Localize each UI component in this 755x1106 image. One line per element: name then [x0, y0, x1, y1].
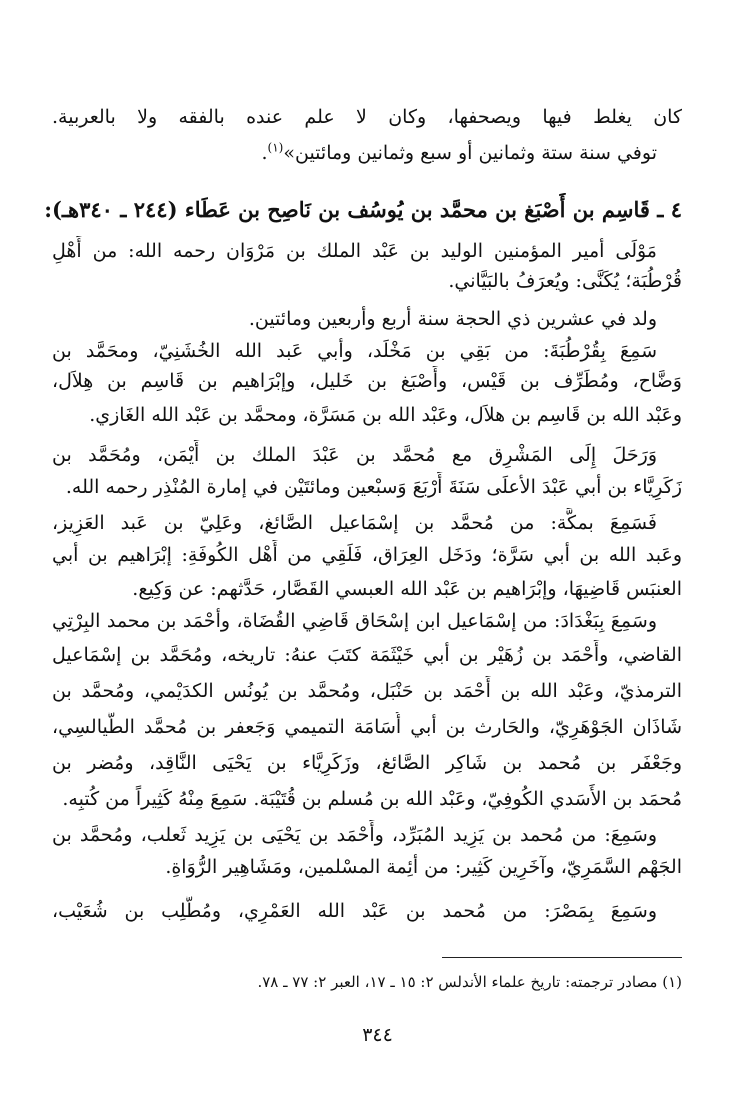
body-line-18: وسَمِعَ: من مُحمد بن يَزِيد المُبَرِّد، وأَحْمَد بن يَحْيَى بن يَزِيد ثَعلب، ومُحمَّد بن: [52, 824, 657, 846]
body-line-15: شَاذَان الجَوْهَرِيّ، والحَارث بن أبي أُسَامَة التميمي وَجَعفر بن مُحمَّد الطَّيالسِي،: [52, 716, 682, 738]
body-line-4: سَمِعَ بِقُرْطُبَةَ: من بَقِي بن مَخْلَد، وأبي عَبد الله الخُشَنِيّ، ومحَمَّد بن: [52, 340, 657, 362]
footnote-separator: [442, 957, 682, 958]
body-line-5: وَضَّاح، ومُطَرِّف بن قَيْس، وأَصْبَغ بن خَليل، وإبْرَاهيم بن قَاسِم بن هِلاَل،: [52, 370, 682, 392]
body-line-2: قُرْطُبَة؛ يُكَنَّى: ويُعرَفُ بالبَيَّاني.: [448, 270, 682, 292]
intro-line-1: كان يغلط فيها ويصحفها، وكان لا علم عنده بالفقه ولا بالعربية.: [52, 106, 682, 128]
body-line-20: وسَمِعَ بِمَصْرَ: من مُحمد بن عَبْد الله العَمْرِي، ومُطَّلِب بن شُعَيْب،: [52, 900, 657, 922]
body-line-7: وَرَحَلَ إِلَى المَشْرِق مع مُحمَّد بن عَبْدَ الملك بن أَيْمَن، ومُحَمَّد بن: [52, 444, 657, 466]
body-line-8: زَكَرِيَّاء بن أبي عَبْدَ الأعلَى سَنَةَ أَرْبَعَ وَسبْعين ومائتَيْن في إمارة المُنْذِر رحمه الله.: [65, 476, 682, 498]
body-line-17: مُحمَد بن الأَسَدي الكُوفِيّ، وعَبْد الله بن مُسلم بن قُتَيْبَة. سَمِعَ مِنْهُ كَثِيراً من كُتبِه.: [62, 788, 682, 810]
body-line-12: وسَمِعَ بِبَغْدَادَ: من إسْمَاعيل ابن إسْحَاق قَاضِي القُضَاة، وأحْمَد بن محمد البِرْتِي: [52, 610, 657, 632]
body-line-1: مَوْلَى أمير المؤمنين الوليد بن عَبْد الملك بن مَرْوَان رحمه الله: من أَهْلِ: [52, 240, 657, 262]
intro-line-2: توفي سنة ستة وثمانين أو سبع وثمانين ومائتين»$^{(١)}$.: [261, 140, 657, 164]
intro-line-2-text: توفي سنة ستة وثمانين أو سبع وثمانين ومائتين»: [283, 142, 657, 164]
body-line-14: الترمذيّ، وعَبْد الله بن أَحْمَد بن حَنْبَل، ومُحمَّد بن يُونُس الكدَيْمي، ومُحمَّد بن: [52, 680, 682, 702]
footnote-marker: (١): [267, 140, 284, 155]
body-line-10: وعَبد الله بن أبي سَرَّة؛ ودَخَل العِرَاق، فَلَقِي من أَهْل الكُوفَةِ: إبْرَاهيم بن أبي: [52, 544, 682, 566]
body-line-6: وعَبْد الله بن قَاسِم بن هلاَل، وعَبْد الله بن مَسَرَّة، ومحمَّد بن عَبْد الله الغَازي.: [89, 404, 682, 426]
footnote-text: (١) مصادر ترجمته: تاريخ علماء الأندلس ٢: ١٥ ـ ١٧، العبر ٢: ٧٧ ـ ٧٨.: [257, 973, 682, 991]
body-line-16: وجَعْفَر بن مُحمد بن شَاكِر الصَّائغ، وزَكَرِيَّاء بن يَحْيَى النَّاقِد، ومُضر بن: [52, 752, 682, 774]
page-number: ٣٤٤: [362, 1024, 393, 1046]
body-line-19: الجَهْم السَّمَرِيّ، وآخَرِين كَثِير: من أئِمة المسْلمين، ومَشَاهِير الرُّوَاةِ.: [165, 856, 682, 878]
body-line-11: العنبَس قَاضِيهَا، وإبْرَاهيم بن عَبْد الله العبسي القَصَّار، حَدَّثهم: عن وَكِيع.: [132, 578, 682, 600]
entry-heading: ٤ ـ قَاسِم بن أَصْبَغ بن محمَّد بن يُوسُف بن نَاصِح بن عَطَاء (٢٤٤ ـ ٣٤٠هـ):: [44, 197, 682, 222]
body-line-3: ولد في عشرين ذي الحجة سنة أربع وأربعين ومائتين.: [248, 308, 657, 330]
body-line-13: القاضي، وأَحْمَد بن زُهَيْر بن أبي خَيْثَمَة كتَبَ عنهُ: تاريخه، ومُحَمَّد بن إسْمَاعيل: [52, 644, 682, 666]
body-line-9: فَسَمِعَ بمكَّة: من مُحمَّد بن إسْمَاعيل الصَّائغ، وعَلِيّ بن عَبد العَزِيز،: [52, 512, 657, 534]
